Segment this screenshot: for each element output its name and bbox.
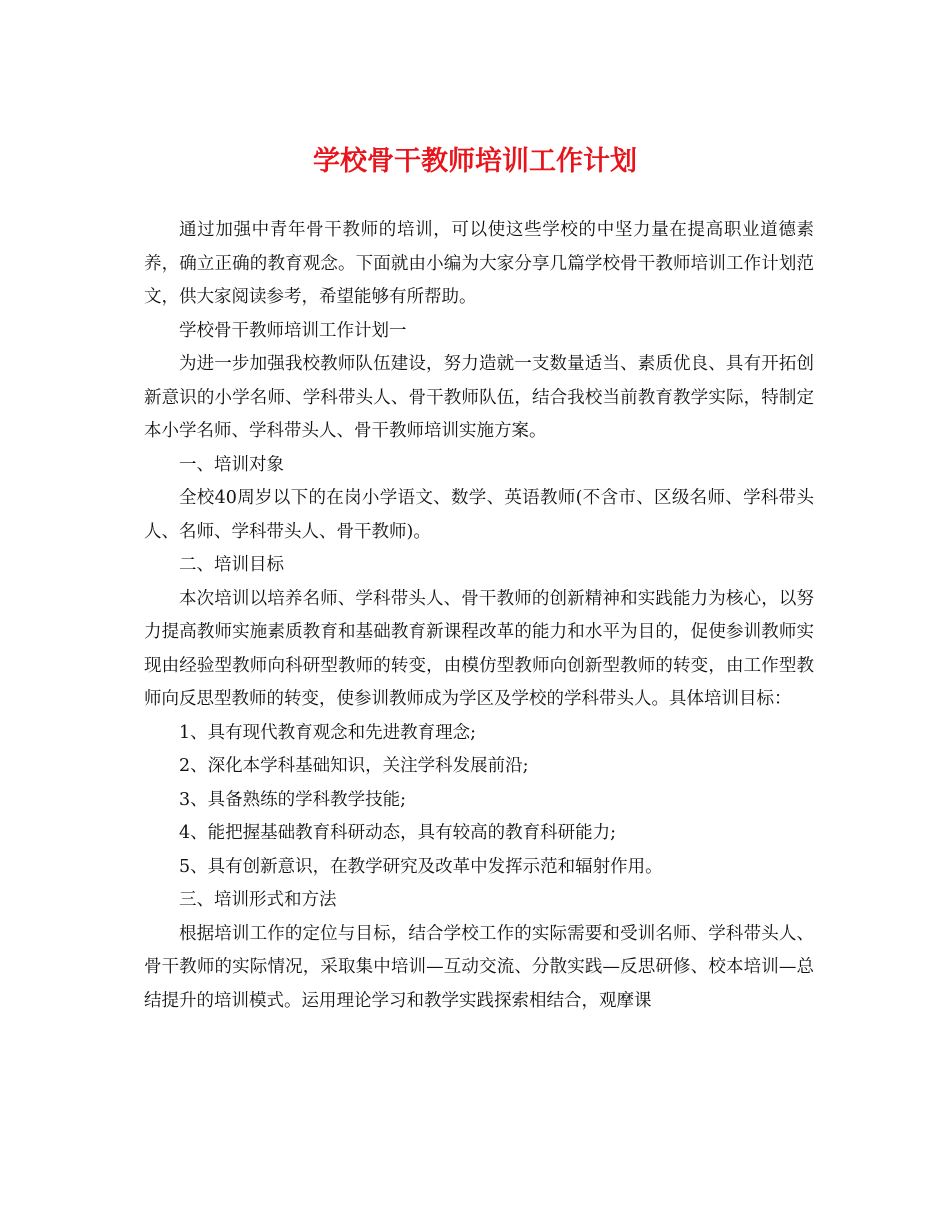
goal-item-4: 4、能把握基础教育科研动态，具有较高的教育科研能力; (179, 823, 617, 843)
paragraph-methods: 根据培训工作的定位与目标，结合学校工作的实际需要和受训名师、学科带头人、骨干教师的实际情况，采取集中培训—互动交流、分散实践—反思研修、校本培训—总结提升的培训模式。运用理论学习和教学实践探索相结合，观摩课 (144, 923, 814, 1011)
goal-item-3: 3、具备熟练的学科教学技能; (179, 789, 407, 810)
paragraph-goals: 本次培训以培养名师、学科带头人、骨干教师的创新精神和实践能力为核心，以努力提高教师实施素质教育和基础教育新课程改革的能力和水平为目的，促使参训教师实现由经验型教师向科研型教师的转变，由模仿型教师向创新型教师的转变，由工作型教师向反思型教师的转变，使参训教师成为学区及学校的学科带头人。具体培训目标： (144, 588, 814, 709)
goal-item-2: 2、深化本学科基础知识，关注学科发展前沿; (179, 756, 529, 776)
paragraph-purpose: 为进一步加强我校教师队伍建设，努力造就一支数量适当、素质优良、具有开拓创新意识的小学名师、学科带头人、骨干教师队伍，结合我校当前教育教学实际，特制定本小学名师、学科带头人、骨干教师培训实施方案。 (144, 354, 814, 441)
section-heading-goals: 二、培训目标 (179, 555, 284, 575)
section-heading-targets: 一、培训对象 (179, 454, 284, 475)
document-body (144, 214, 814, 1018)
document-title: 学校骨干教师培训工作计划 (313, 146, 637, 177)
paragraph-targets: 全校40周岁以下的在岗小学语文、数学、英语教师(不含市、区级名师、学科带头人、名师、学科带头人、骨干教师)。 (144, 488, 814, 542)
paragraph-intro: 通过加强中青年骨干教师的培训，可以使这些学校的中坚力量在提高职业道德素养，确立正确的教育观念。下面就由小编为大家分享几篇学校骨干教师培训工作计划范文，供大家阅读参考，希望能够有所帮助。 (144, 220, 814, 307)
section-heading-methods: 三、培训形式和方法 (179, 890, 337, 910)
goal-item-5: 5、具有创新意识，在教学研究及改革中发挥示范和辐射作用。 (179, 856, 663, 877)
section-heading-plan-one: 学校骨干教师培训工作计划一 (179, 320, 407, 341)
goal-item-1: 1、具有现代教育观念和先进教育理念; (179, 722, 477, 743)
